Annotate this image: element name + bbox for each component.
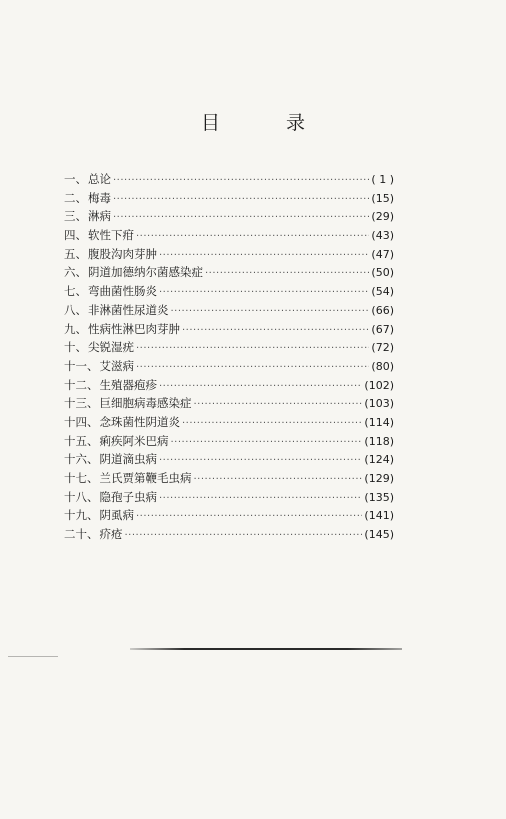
toc-leader-dots: [136, 231, 369, 242]
toc-entry-number: 六、: [64, 265, 87, 280]
toc-entry-number: 四、: [64, 228, 87, 243]
toc-entry: [64, 470, 394, 489]
table-of-contents: [64, 171, 394, 545]
toc-entry-number: 十四、: [64, 414, 99, 429]
toc-entry-page: (15): [371, 191, 394, 205]
toc-entry-number: 一、: [64, 172, 87, 186]
toc-entry-number: 三、: [64, 209, 87, 224]
toc-entry: [64, 321, 394, 340]
toc-leader-dots: [194, 399, 363, 410]
toc-entry-page: (118): [364, 434, 394, 448]
toc-entry-page: (129): [364, 472, 394, 485]
toc-entry: [64, 507, 394, 526]
toc-leader-dots: [194, 474, 363, 485]
toc-entry-title: 腹股沟肉芽肿: [88, 246, 157, 261]
toc-leader-dots: [159, 493, 362, 504]
toc-leader-dots: [171, 306, 370, 317]
toc-entry-number: 九、: [64, 321, 87, 336]
toc-leader-dots: [159, 287, 369, 298]
toc-entry-title: 念珠菌性阴道炎: [99, 414, 180, 429]
toc-entry: [64, 190, 394, 209]
toc-leader-dots: [113, 212, 369, 223]
toc-entry: [64, 358, 394, 377]
toc-entry-title: 梅毒: [88, 190, 111, 205]
toc-entry-title: 疥疮: [99, 527, 123, 542]
toc-leader-dots: [182, 418, 362, 429]
toc-entry-number: 十三、: [64, 396, 99, 411]
toc-entry: [64, 171, 394, 190]
toc-entry-page: (114): [364, 415, 394, 429]
toc-entry: [64, 451, 394, 470]
margin-mark: [8, 656, 58, 657]
toc-leader-dots: [113, 175, 369, 186]
toc-entry-page: (135): [364, 490, 394, 504]
toc-entry-title: 巨细胞病毒感染症: [99, 396, 192, 411]
toc-entry: [64, 395, 394, 414]
toc-entry-number: 二十、: [64, 527, 99, 542]
toc-entry-page: (145): [364, 528, 394, 542]
toc-leader-dots: [159, 250, 369, 261]
toc-entry-title: 阴道加德纳尔菌感染症: [88, 265, 203, 280]
toc-entry-page: (67): [371, 322, 394, 336]
toc-entry-page: (141): [364, 509, 394, 523]
toc-leader-dots: [159, 455, 362, 466]
toc-entry-number: 十六、: [64, 452, 99, 467]
bottom-divider: [130, 648, 402, 650]
toc-entry: [64, 433, 394, 452]
toc-entry-number: 十七、: [64, 471, 99, 485]
toc-leader-dots: [136, 362, 369, 373]
toc-entry: [64, 246, 394, 265]
page-title: 目 录: [200, 112, 336, 134]
toc-entry: [64, 339, 394, 358]
toc-entry-title: 痢疾阿米巴病: [99, 433, 169, 448]
toc-entry-number: 五、: [64, 246, 87, 261]
toc-entry-page: (50): [371, 266, 394, 280]
toc-entry: [64, 283, 394, 302]
toc-entry: [64, 302, 394, 321]
toc-entry-page: (124): [364, 453, 394, 467]
toc-entry-title: 阴虱病: [99, 508, 134, 523]
toc-entry-page: (54): [371, 285, 394, 299]
toc-leader-dots: [205, 268, 369, 279]
toc-entry-number: 十九、: [64, 508, 99, 523]
toc-entry-title: 总论: [88, 172, 111, 186]
toc-leader-dots: [171, 437, 363, 448]
toc-entry: [64, 264, 394, 283]
toc-entry-number: 二、: [64, 190, 87, 205]
toc-leader-dots: [125, 530, 363, 541]
toc-entry-title: 艾滋病: [99, 358, 134, 373]
toc-entry-title: 软性下疳: [88, 228, 134, 243]
toc-entry-number: 十五、: [64, 433, 99, 448]
toc-entry: [64, 489, 394, 508]
toc-entry-page: (72): [371, 341, 394, 355]
toc-entry-page: ( 1 ): [371, 173, 394, 186]
toc-entry-page: (102): [364, 378, 394, 392]
toc-entry-title: 弯曲菌性肠炎: [88, 284, 157, 299]
toc-entry-page: (80): [371, 359, 394, 373]
toc-entry-title: 性病性淋巴肉芽肿: [88, 321, 180, 336]
toc-entry-page: (103): [364, 397, 394, 411]
toc-entry-title: 兰氏贾第鞭毛虫病: [99, 471, 192, 485]
toc-entry-title: 生殖器疱疹: [99, 377, 157, 392]
toc-entry-title: 淋病: [88, 209, 111, 224]
toc-leader-dots: [113, 194, 369, 205]
toc-leader-dots: [159, 381, 362, 392]
toc-entry-number: 十、: [64, 340, 87, 355]
toc-entry-title: 阴道滴虫病: [99, 452, 157, 467]
toc-entry-title: 隐孢子虫病: [99, 489, 157, 504]
toc-entry: [64, 526, 394, 545]
toc-leader-dots: [136, 343, 369, 354]
toc-entry-page: (66): [371, 303, 394, 317]
toc-entry-page: (43): [371, 229, 394, 243]
toc-leader-dots: [182, 325, 369, 336]
toc-entry: [64, 208, 394, 227]
toc-entry-number: 十二、: [64, 377, 99, 392]
toc-entry: [64, 377, 394, 396]
toc-entry-number: 七、: [64, 284, 87, 299]
toc-entry-number: 十八、: [64, 489, 99, 504]
toc-entry-title: 非淋菌性尿道炎: [88, 302, 169, 317]
toc-leader-dots: [136, 511, 362, 522]
toc-entry-number: 十一、: [64, 358, 99, 373]
toc-entry-title: 尖锐湿疣: [88, 340, 134, 355]
toc-entry: [64, 227, 394, 246]
toc-entry-page: (47): [371, 247, 394, 261]
toc-entry-number: 八、: [64, 302, 87, 317]
toc-entry: [64, 414, 394, 433]
toc-entry-page: (29): [371, 210, 394, 224]
